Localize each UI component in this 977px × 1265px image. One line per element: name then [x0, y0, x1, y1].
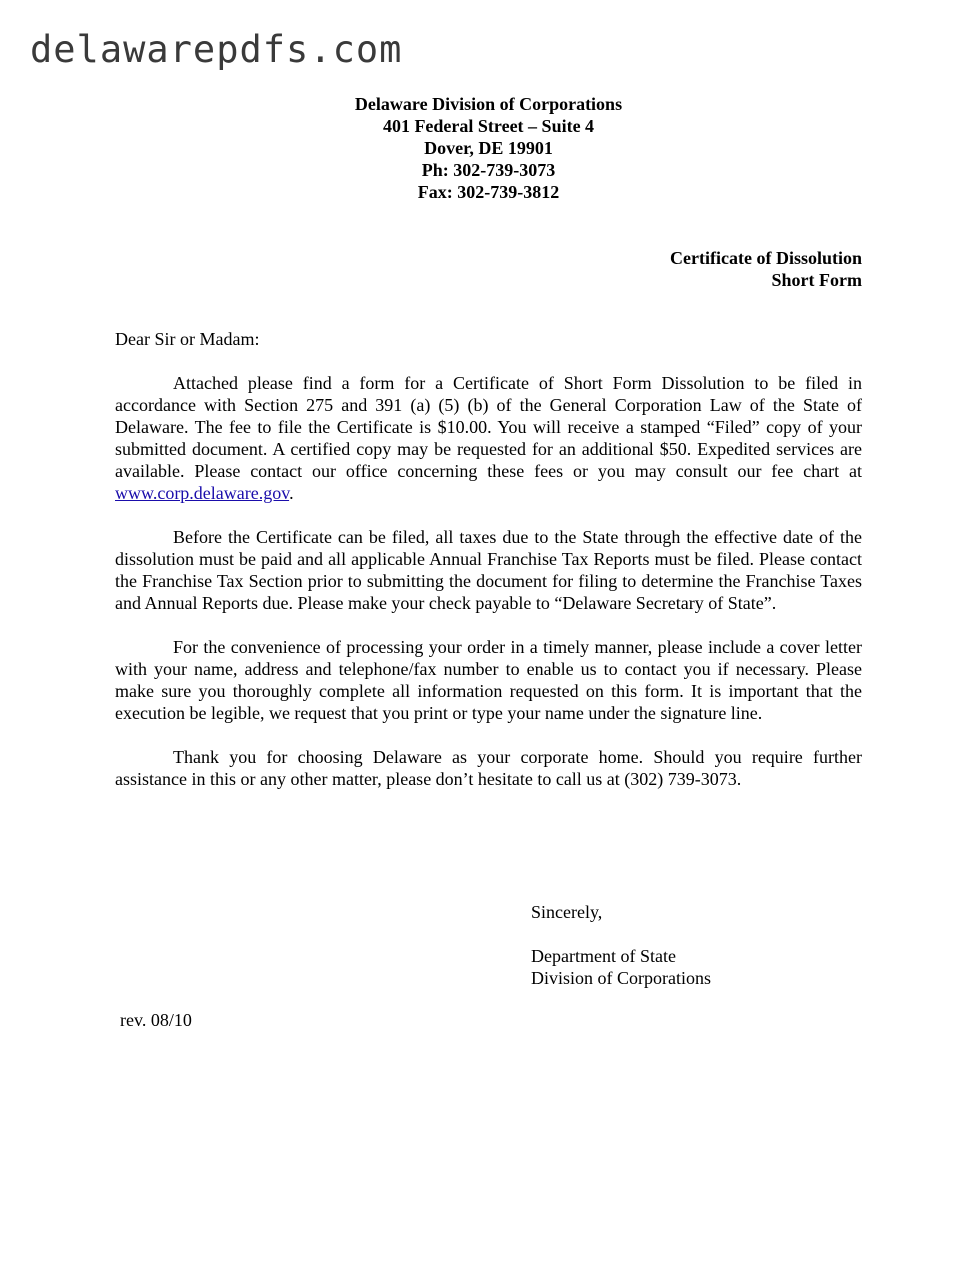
paragraph-fees	[115, 372, 862, 504]
letter-body	[115, 328, 862, 812]
org-name: Delaware Division of Corporations	[354, 94, 623, 114]
revision-note: rev. 08/10	[120, 1010, 192, 1030]
paragraph-thanks: Thank you for choosing Delaware as your corporate home. Should you require further assistance in this or any other matter, please don’t hesitate to call us at (302) 739-3073.	[115, 747, 862, 789]
paragraph-fees-end: .	[289, 483, 294, 503]
street-address: 401 Federal Street – Suite 4	[382, 116, 595, 136]
corp-website-link[interactable]: www.corp.delaware.gov	[115, 483, 290, 503]
paragraph-processing: For the convenience of processing your order in a timely manner, please include a cover letter with your name, address and telephone/fax number to enable us to contact you if necessary. Please make sure you thoroughly complete all information requested on this form. It is important that the execution be legible, we request that you print or type your name under the signature line.	[115, 637, 862, 723]
letterhead	[0, 93, 977, 203]
site-watermark: delawarepdfs.com	[30, 28, 403, 71]
division-name: Division of Corporations	[531, 968, 711, 988]
salutation: Dear Sir or Madam:	[115, 329, 260, 349]
city-state-zip: Dover, DE 19901	[424, 138, 553, 158]
fax-number: Fax: 302-739-3812	[417, 182, 560, 202]
closing-block	[531, 901, 711, 989]
paragraph-taxes: Before the Certificate can be filed, all taxes due to the State through the effective date of the dissolution must be paid and all applicable Annual Franchise Tax Reports must be filed. Please contact the Franchise Tax Section prior to submitting the document for filing to determine the Franchise Taxes and Annual Reports due. Please make your check payable to “Delaware Secretary of State”.	[115, 527, 862, 613]
form-title	[670, 247, 862, 291]
paragraph-fees-text: Attached please find a form for a Certificate of Short Form Dissolution to be filed in accordance with Section 275 and 391 (a) (5) (b) of the General Corporation Law of the State of Delaware. The fee to file the Certificate is $10.00. You will receive a stamped “Filed” copy of your submitted document. A certified copy may be requested for an additional $50. Expedited services are available. Please contact our office concerning these fees or you may consult our fee chart at	[115, 373, 862, 481]
form-title-line1: Certificate of Dissolution	[670, 248, 862, 268]
department-name: Department of State	[531, 946, 676, 966]
form-title-line2: Short Form	[771, 270, 862, 290]
phone-number: Ph: 302-739-3073	[421, 160, 556, 180]
closing-spacer	[531, 923, 711, 945]
sign-off: Sincerely,	[531, 902, 603, 922]
